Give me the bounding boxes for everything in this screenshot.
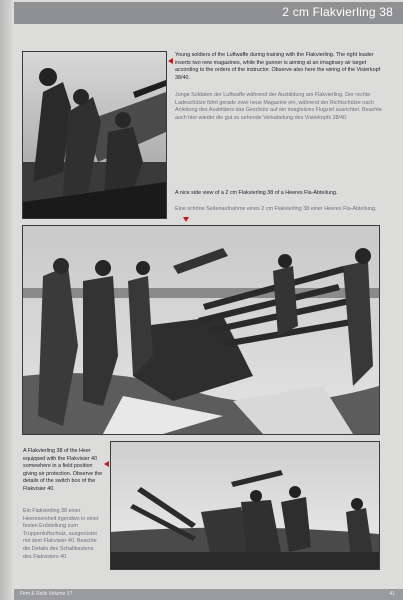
caption-marker-bottom (104, 461, 109, 467)
caption-top-en: Young soldiers of the Luftwaffe during training with the Flakvierling. The right loader inserts two new magazines, while the gunner is aiming at an imaginary air target according to the orders of the instructor. Observe also here the wiring of the Visierkopf 38/40. (175, 52, 381, 81)
header-bar (14, 2, 403, 24)
footer-bar (14, 589, 403, 600)
photo-side-view-flakvierling (22, 225, 380, 435)
page-number: 41 (389, 591, 395, 597)
page-title: 2 cm Flakvierling 38 (282, 5, 393, 19)
page-spine-shadow (0, 0, 12, 600)
caption-mid-de: Eine schöne Seitenaufnahme eines 2 cm Flakvierling 38 einer Heeres Fla-Abteilung. (175, 206, 377, 212)
caption-top-de: Junge Soldaten der Luftwaffe während der Ausbildung am Flakvierling. Der rechte Ladeschütze führt gerade zwei neue Magazine ein, während der Richtschütze nach Anleitung des Ausbilders das Geschütz auf ein imaginäres Flugziel ausrichtet. Beachte auch hier wieder die gut zu sehende Verkabelung des Visierkopfs 38/40. (175, 92, 382, 121)
caption-marker-mid (183, 217, 189, 222)
caption-bottom-de: Ein Flakvierling 38 einer Heereseinheit irgendwo in einer festen Erdstellung zum Truppenluftschutz, ausgerüstet mit dem Flakvisier 40. Beachte die Details des Schaltkastens des Flakvisiers 40. (23, 508, 99, 560)
caption-mid-en: A nice side view of a 2 cm Flakvierling 38 of a Heeres Fla-Abteilung. (175, 190, 338, 196)
photo-training-crew (22, 51, 167, 219)
caption-bottom-en: A Flakvierling 38 of the Heer equipped with the Flakvisier 40 somewhere in a field position giving air protection. Observe the details of the switch box of the Flakvisier 40. (23, 448, 103, 492)
caption-marker-top (168, 58, 173, 64)
footer-publication: Firm & Rolls Volume 17 (20, 591, 73, 597)
photo-field-position-flakvierling (110, 441, 380, 570)
